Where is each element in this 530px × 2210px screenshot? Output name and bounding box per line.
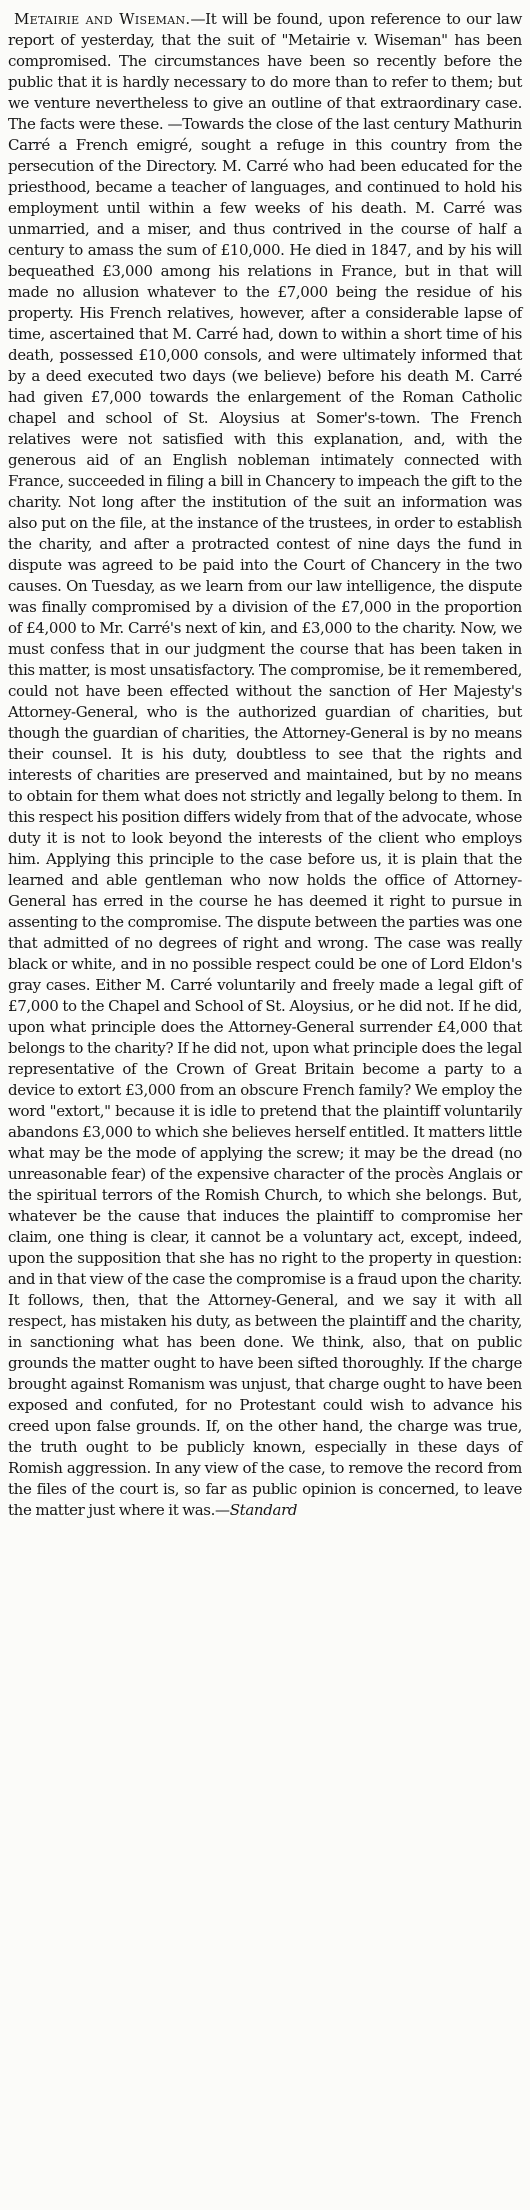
article-headline: Metairie and Wiseman. (14, 10, 191, 28)
article-text: —It will be found, upon reference to our law report of yesterday, that the suit of "Metairie v. Wiseman" has been compromised. The circumstances have been so recently before the public that it is hardly necessary to do more than to refer to them; but we venture nevertheless to give an outline of that extraordinary case. The facts were these. —Towards the close of the last century Mathurin Carré a French emigré, sought a refuge in this country from the persecution of the Directory. M. Carré who had been educated for the priesthood, became a teacher of languages, and continued to hold his employment until within a few weeks of his death. M. Carré was unmarried, and a miser, and thus contrived in the course of half a century to amass the sum of £10,000. He died in 1847, and by his will bequeathed £3,000 among his relations in France, but in that will made no allusion whatever to the £7,000 being the residue of his property. His French relatives, however, after a considerable lapse of time, ascertained that M. Carré had, down to within a short time of his death, possessed £10,000 consols, and were ultimately informed that by a deed executed two days (we believe) before his death M. Carré had given £7,000 towards the enlargement of the Roman Catholic chapel and school of St. Aloysius at Somer's-town. The French relatives were not satisfied with this explanation, and, with the generous aid of an English nobleman intimately connected with France, succeeded in filing a bill in Chancery to impeach the gift to the charity. Not long after the institution of the suit an information was also put on the file, at the instance of the trustees, in order to establish the charity, and after a protracted contest of nine days the fund in dispute was agreed to be paid into the Court of Chancery in the two causes. On Tuesday, as we learn from our law intelligence, the dispute was finally compromised by a division of the £7,000 in the proportion of £4,000 to Mr. Carré's next of kin, and £3,000 to the charity. Now, we must confess that in our judgment the course that has been taken in this matter, is most unsatisfactory. The compromise, be it remembered, could not have been effected without the sanction of Her Majesty's Attorney-General, who is the authorized guardian of charities, but though the guardian of charities, the Attorney-General is by no means their counsel. It is his duty, doubtless to see that the rights and interests of charities are preserved and maintained, but by no means to obtain for them what does not strictly and legally belong to them. In this respect his position differs widely from that of the advocate, whose duty it is not to look beyond the interests of the client who employs him. Applying this principle to the case before us, it is plain that the learned and able gentleman who now holds the office of Attorney-General has erred in the course he has deemed it right to pursue in assenting to the compromise. The dispute between the parties was one that admitted of no degrees of right and wrong. The case was really black or white, and in no possible respect could be one of Lord Eldon's gray cases. Either M. Carré voluntarily and freely made a legal gift of £7,000 to the Chapel and School of St. Aloysius, or he did not. If he did, upon what principle does the Attorney-General surrender £4,000 that belongs to the charity? If he did not, upon what principle does the legal representative of the Crown of Great Britain become a party to a device to extort £3,000 from an obscure French family? We employ the word "extort," because it is idle to pretend that the plaintiff voluntarily abandons £3,000 to which she believes herself entitled. It matters little what may be the mode of applying the screw; it may be the dread (no unreasonable fear) of the expensive character of the procès Anglais or the spiritual terrors of the Romish Church, to which she belongs. But, whatever be the cause that induces the plaintiff to compromise her claim, one thing is clear, it cannot be a voluntary act, except, indeed, upon the supposition that she has no right to the property in question: and in that view of the case the compromise is a fraud upon the charity. It follows, then, that the Attorney-General, and we say it with all respect, has mistaken his duty, as between the plaintiff and the charity, in sanctioning what has been done. We think, also, that on public grounds the matter ought to have been sifted thoroughly. If the charge brought against Romanism was unjust, that charge ought to have been exposed and confuted, for no Protestant could wish to advance his creed upon false grounds. If, on the other hand, the charge was true, the truth ought to be publicly known, especially in these days of Romish aggression. In any view of the case, to remove the record from the files of the court is, so far as public opinion is concerned, to leave the matter just where it was.— (8, 10, 522, 1519)
article-source: Standard (229, 1501, 298, 1519)
article-body (8, 9, 522, 1521)
